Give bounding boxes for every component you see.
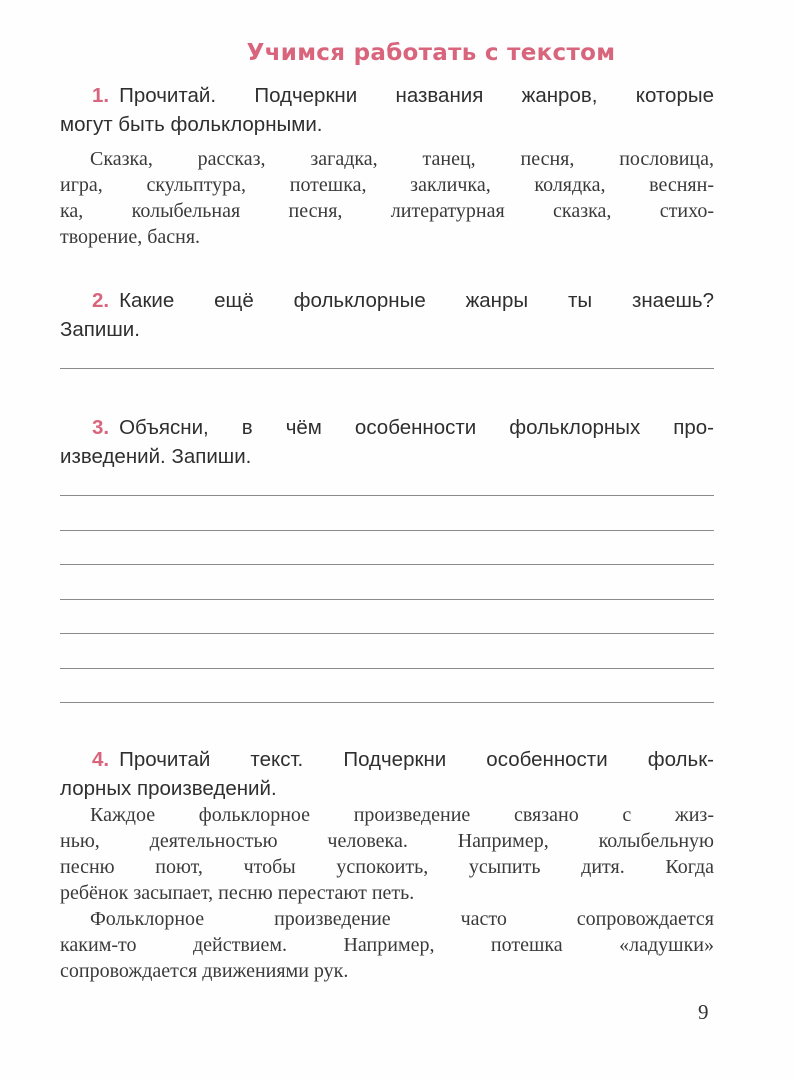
task-4-reading-text <box>60 802 714 984</box>
task-number: 1. <box>92 84 110 107</box>
text-line: песню поют, чтобы успокоить, усыпить дитя. Когда <box>60 856 714 878</box>
text-line: Фольклорное произведение часто сопровождается <box>90 908 714 930</box>
task-4-instruction <box>60 745 714 803</box>
instruction-text: Запиши. <box>60 318 140 341</box>
page-number: 9 <box>698 1000 709 1024</box>
instruction-text: Объясни, в чём особенности фольклорных про- <box>119 416 714 439</box>
instruction-text: Прочитай. Подчеркни названия жанров, которые <box>119 84 714 107</box>
task-number: 4. <box>92 748 110 771</box>
task-number: 3. <box>92 416 110 439</box>
answer-line[interactable] <box>60 530 714 531</box>
answer-line[interactable] <box>60 368 714 369</box>
answer-line[interactable] <box>60 564 714 565</box>
text-line: ребёнок засыпает, песню перестают петь. <box>60 882 415 904</box>
instruction-text: лорных произведений. <box>60 777 277 800</box>
page-title: Учимся работать с текстом <box>246 40 616 66</box>
task-3-instruction <box>60 413 714 471</box>
task-1-instruction <box>60 81 714 139</box>
answer-line[interactable] <box>60 668 714 669</box>
text-line: сопровождается движениями рук. <box>60 960 349 982</box>
text-line: каким-то действием. Например, потешка «ладушки» <box>60 934 714 956</box>
text-line: творение, басня. <box>60 226 201 248</box>
task-2-instruction <box>60 286 714 344</box>
text-line: Каждое фольклорное произведение связано с жиз- <box>90 804 714 826</box>
text-line: ка, колыбельная песня, литературная сказка, стихо- <box>60 200 714 222</box>
answer-line[interactable] <box>60 633 714 634</box>
instruction-text: Какие ещё фольклорные жанры ты знаешь? <box>119 289 714 312</box>
instruction-text: могут быть фольклорными. <box>60 113 323 136</box>
answer-line[interactable] <box>60 702 714 703</box>
instruction-text: Прочитай текст. Подчеркни особенности фольк- <box>119 748 714 771</box>
text-line: нью, деятельностью человека. Например, колыбельную <box>60 830 714 852</box>
answer-line[interactable] <box>60 599 714 600</box>
task-number: 2. <box>92 289 110 312</box>
text-line: Сказка, рассказ, загадка, танец, песня, пословица, <box>90 148 714 170</box>
answer-line[interactable] <box>60 495 714 496</box>
task-1-genre-list <box>60 146 714 250</box>
instruction-text: изведений. Запиши. <box>60 445 252 468</box>
text-line: игра, скульптура, потешка, закличка, колядка, веснян- <box>60 174 714 196</box>
